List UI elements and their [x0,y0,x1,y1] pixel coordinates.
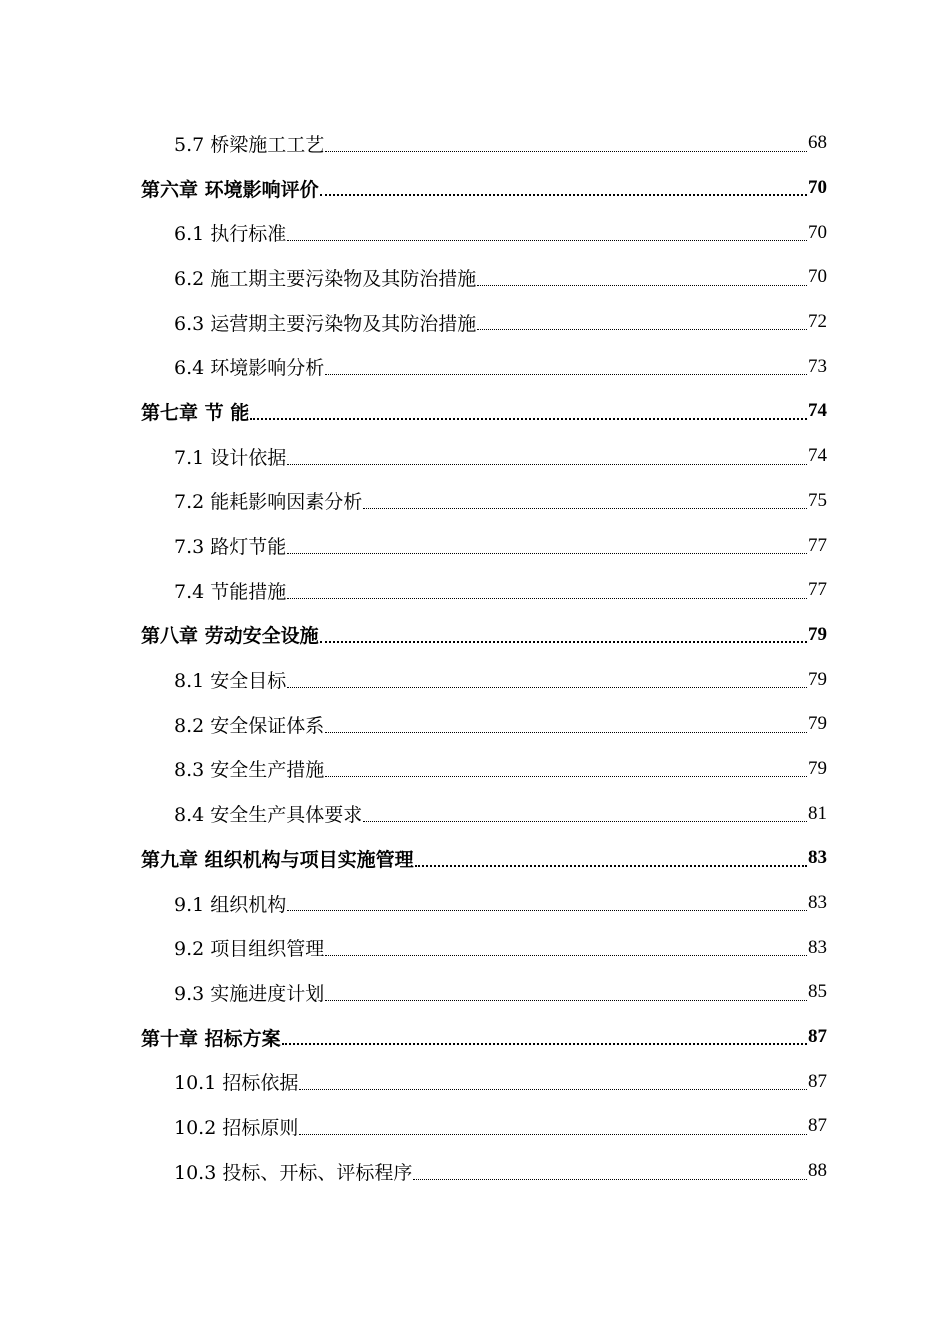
toc-dot-leader [287,445,807,468]
toc-entry-title: 10.1 招标依据 [174,1072,299,1095]
toc-dot-leader [477,311,807,334]
toc-entry[interactable] [0,881,950,926]
toc-entry[interactable] [0,970,950,1015]
toc-entry-page: 79 [808,757,827,779]
toc-entry-page: 87 [808,1070,827,1092]
toc-entry-page: 81 [808,802,827,824]
toc-entry[interactable] [0,210,950,255]
toc-chapter-entry[interactable] [0,1015,950,1060]
toc-entry-page: 85 [808,981,827,1003]
toc-entry[interactable] [0,1059,950,1104]
toc-entry-page: 73 [808,355,827,377]
toc-entry[interactable] [0,121,950,166]
toc-dot-leader [287,892,807,915]
toc-entry-title: 7.3 路灯节能 [174,536,287,559]
toc-entry[interactable] [0,255,950,300]
toc-dot-leader [325,355,807,378]
toc-dot-leader [325,981,807,1004]
toc-dot-leader [282,1026,807,1049]
toc-entry[interactable] [0,747,950,792]
toc-entry-title: 8.3 安全生产措施 [174,759,325,782]
toc-entry-title: 7.1 设计依据 [174,446,287,469]
toc-dot-leader [250,400,807,423]
toc-entry-page: 77 [808,534,827,556]
toc-dot-leader [325,132,807,155]
toc-entry-title: 7.4 节能措施 [174,580,287,603]
toc-entry[interactable] [0,568,950,613]
toc-entry-page: 83 [808,936,827,958]
toc-chapter-title: 第十章 招标方案 [141,1027,281,1050]
toc-dot-leader [287,668,807,691]
toc-dot-leader [287,221,807,244]
toc-entry-title: 10.3 投标、开标、评标程序 [174,1161,413,1184]
toc-entry[interactable] [0,925,950,970]
toc-dot-leader [299,1070,807,1093]
toc-entry-title: 7.2 能耗影响因素分析 [174,491,363,514]
toc-dot-leader [320,624,807,647]
toc-dot-leader [299,1115,807,1138]
toc-entry-title: 6.1 执行标准 [174,223,287,246]
toc-entry[interactable] [0,702,950,747]
toc-chapter-entry[interactable] [0,166,950,211]
toc-entry-page: 79 [808,668,827,690]
toc-entry-title: 5.7 桥梁施工工艺 [174,133,325,156]
toc-dot-leader [325,758,807,781]
toc-dot-leader [325,713,807,736]
toc-entry[interactable] [0,1104,950,1149]
toc-entry-title: 8.1 安全目标 [174,670,287,693]
toc-entry-page: 70 [808,266,827,288]
toc-chapter-title: 第六章 环境影响评价 [141,178,319,201]
toc-chapter-title: 第九章 组织机构与项目实施管理 [141,848,414,871]
toc-entry-title: 9.2 项目组织管理 [174,938,325,961]
toc-chapter-page: 79 [808,623,827,645]
toc-entry-page: 88 [808,1160,827,1182]
toc-entry[interactable] [0,479,950,524]
toc-chapter-page: 70 [808,177,827,199]
toc-chapter-entry[interactable] [0,613,950,658]
toc-entry-title: 10.2 招标原则 [174,1116,299,1139]
toc-entry-title: 9.3 实施进度计划 [174,982,325,1005]
toc-chapter-entry[interactable] [0,389,950,434]
toc-entry[interactable] [0,1149,950,1194]
toc-chapter-title: 第八章 劳动安全设施 [141,625,319,648]
toc-entry[interactable] [0,523,950,568]
toc-entry-title: 6.2 施工期主要污染物及其防治措施 [174,267,477,290]
toc-entry[interactable] [0,344,950,389]
toc-entry-title: 8.4 安全生产具体要求 [174,804,363,827]
toc-entry[interactable] [0,300,950,345]
toc-entry-title: 8.2 安全保证体系 [174,714,325,737]
toc-dot-leader [363,489,807,512]
table-of-contents [0,121,950,1194]
toc-entry-page: 77 [808,579,827,601]
toc-dot-leader [287,534,807,557]
toc-dot-leader [325,936,807,959]
toc-dot-leader [413,1160,807,1183]
toc-entry-page: 72 [808,311,827,333]
toc-entry[interactable] [0,791,950,836]
toc-entry-page: 79 [808,713,827,735]
toc-entry-page: 83 [808,892,827,914]
toc-entry-page: 68 [808,132,827,154]
toc-entry[interactable] [0,657,950,702]
toc-entry-title: 6.4 环境影响分析 [174,357,325,380]
toc-dot-leader [287,579,807,602]
toc-chapter-entry[interactable] [0,836,950,881]
toc-dot-leader [320,177,807,200]
toc-chapter-page: 87 [808,1026,827,1048]
toc-entry-page: 87 [808,1115,827,1137]
toc-chapter-page: 83 [808,847,827,869]
toc-entry-page: 70 [808,221,827,243]
toc-chapter-page: 74 [808,400,827,422]
toc-entry-page: 74 [808,445,827,467]
toc-dot-leader [415,847,807,870]
toc-entry-title: 6.3 运营期主要污染物及其防治措施 [174,312,477,335]
toc-entry[interactable] [0,434,950,479]
toc-entry-page: 75 [808,489,827,511]
toc-dot-leader [363,802,807,825]
toc-entry-title: 9.1 组织机构 [174,893,287,916]
toc-chapter-title: 第七章 节 能 [141,401,250,424]
toc-dot-leader [477,266,807,289]
